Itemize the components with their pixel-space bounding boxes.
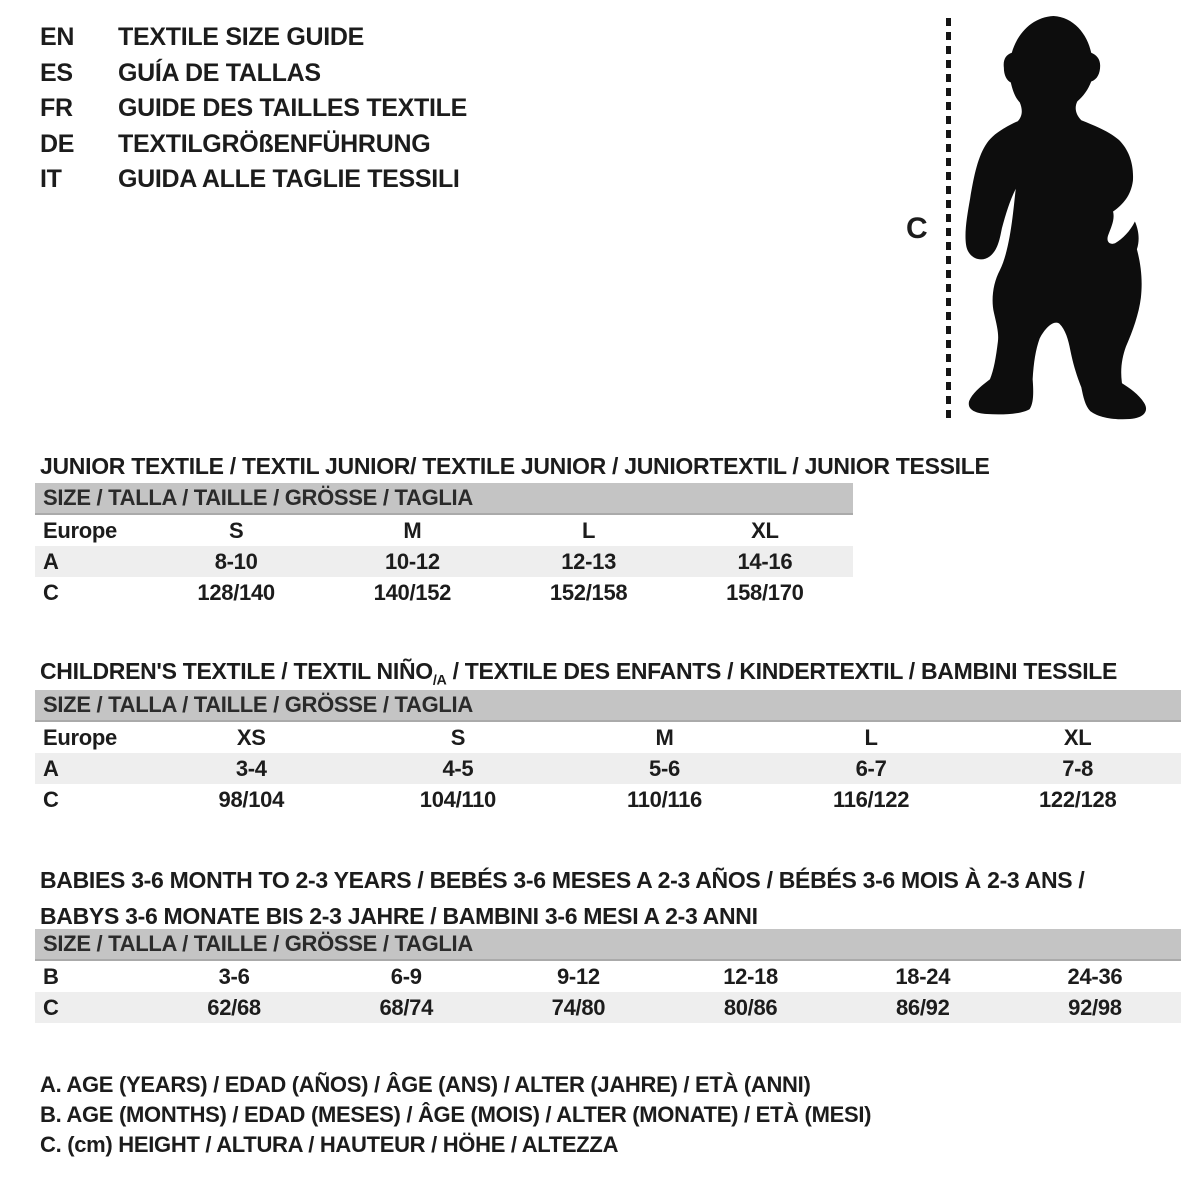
children-title-prefix: CHILDREN'S TEXTILE / TEXTIL NIÑO [40, 658, 433, 685]
age-cell: 3-4 [235, 756, 267, 781]
table-row-region [35, 515, 853, 546]
guide-title: TEXTILGRÖßENFÜHRUNG [118, 129, 431, 158]
language-code: ES [40, 58, 73, 87]
row-label: A [43, 549, 59, 574]
months-cell: 6-9 [390, 964, 422, 989]
size-cell: L [864, 725, 878, 750]
toddler-silhouette-icon [950, 10, 1157, 422]
size-cell: XL [1063, 725, 1092, 750]
row-label: C [43, 580, 59, 605]
children-size-table [35, 690, 1181, 815]
guide-title: TEXTILE SIZE GUIDE [118, 23, 365, 51]
size-header-bar: SIZE / TALLA / TAILLE / GRÖSSE / TAGLIA [35, 690, 1181, 722]
months-cell: 24-36 [1067, 964, 1123, 989]
height-cell: 62/68 [207, 995, 261, 1020]
months-cell: 9-12 [557, 964, 600, 989]
months-cell: 12-18 [723, 964, 778, 989]
age-cell: 8-10 [214, 549, 258, 574]
language-row [40, 20, 467, 56]
guide-title: GUIDA ALLE TAGLIE TESSILI [118, 165, 460, 194]
height-cell: 98/104 [218, 787, 285, 812]
size-cell: M [655, 725, 674, 750]
table-row-months [35, 961, 1181, 992]
guide-title: GUÍA DE TALLAS [118, 58, 321, 87]
table-row-height [35, 784, 1181, 815]
size-cell: S [450, 725, 466, 750]
babies-section-title [40, 862, 1085, 934]
size-cell: XS [236, 725, 266, 750]
language-code: EN [40, 23, 75, 51]
height-cell: 104/110 [419, 787, 496, 812]
children-title-suffix: / TEXTILE DES ENFANTS / KINDERTEXTIL / BAMBINI TESSILE [446, 658, 1118, 685]
size-cell: M [403, 518, 422, 543]
months-cell: 3-6 [218, 964, 250, 989]
height-measure-label: C [906, 212, 928, 245]
table-row-age [35, 753, 1181, 784]
size-cell: XL [751, 518, 779, 543]
row-label: Europe [43, 725, 117, 750]
row-label: B [43, 964, 59, 989]
row-label: A [43, 756, 59, 781]
language-code: IT [40, 165, 62, 194]
size-header-bar: SIZE / TALLA / TAILLE / GRÖSSE / TAGLIA [35, 483, 853, 515]
height-cell: 152/158 [549, 580, 628, 605]
footnote-height-cm: C. (cm) HEIGHT / ALTURA / HAUTEUR / HÖHE / ALTEZZA [40, 1132, 619, 1157]
height-cell: 122/128 [1038, 787, 1117, 812]
babies-size-table [35, 929, 1181, 1023]
height-cell: 116/122 [832, 787, 910, 812]
height-cell: 128/140 [197, 580, 275, 605]
table-row-region [35, 722, 1181, 753]
babies-title-line1: BABIES 3-6 MONTH TO 2-3 YEARS / BEBÉS 3-6 MESES A 2-3 AÑOS / BÉBÉS 3-6 MOIS À 2-3 ANS / [40, 867, 1085, 894]
months-cell: 18-24 [895, 964, 951, 989]
guide-title: GUIDE DES TAILLES TEXTILE [118, 94, 468, 123]
height-cell: 158/170 [726, 580, 804, 605]
row-label: C [43, 787, 59, 812]
size-cell: L [582, 518, 596, 543]
junior-size-table [35, 483, 853, 608]
row-label: Europe [43, 518, 117, 543]
age-cell: 14-16 [737, 549, 793, 574]
height-cell: 68/74 [379, 995, 434, 1020]
size-cell: S [228, 518, 244, 543]
table-row-height [35, 992, 1181, 1023]
footnote-age-years: A. AGE (YEARS) / EDAD (AÑOS) / ÂGE (ANS) / ALTER (JAHRE) / ETÀ (ANNI) [40, 1072, 811, 1097]
height-cell: 86/92 [895, 995, 950, 1020]
age-cell: 12-13 [561, 549, 617, 574]
height-cell: 74/80 [551, 995, 606, 1020]
age-cell: 7-8 [1062, 756, 1094, 781]
height-cell: 140/152 [373, 580, 452, 605]
height-cell: 92/98 [1068, 995, 1122, 1020]
children-title-sub: /A [432, 672, 447, 689]
footnote-age-months: B. AGE (MONTHS) / EDAD (MESES) / ÂGE (MOIS) / ALTER (MONATE) / ETÀ (MESI) [40, 1102, 872, 1127]
language-row [40, 127, 467, 163]
row-label: C [43, 995, 59, 1020]
age-cell: 6-7 [855, 756, 887, 781]
language-title-list [40, 20, 467, 198]
size-header-bar: SIZE / TALLA / TAILLE / GRÖSSE / TAGLIA [35, 929, 1181, 961]
age-cell: 10-12 [384, 549, 440, 574]
height-cell: 110/116 [626, 787, 702, 812]
height-cell: 80/86 [723, 995, 778, 1020]
babies-title-line2: BABYS 3-6 MONATE BIS 2-3 JAHRE / BAMBINI 3-6 MESI A 2-3 ANNI [40, 903, 758, 930]
language-row [40, 91, 467, 127]
language-row [40, 56, 467, 92]
junior-section-title: JUNIOR TEXTILE / TEXTIL JUNIOR/ TEXTILE JUNIOR / JUNIORTEXTIL / JUNIOR TESSILE [40, 453, 990, 480]
age-cell: 4-5 [442, 756, 474, 781]
legend-footnotes [40, 1070, 871, 1160]
age-cell: 5-6 [649, 756, 680, 781]
language-code: FR [40, 94, 73, 123]
language-code: DE [40, 129, 75, 158]
table-row-age [35, 546, 853, 577]
language-row [40, 162, 467, 198]
table-row-height [35, 577, 853, 608]
